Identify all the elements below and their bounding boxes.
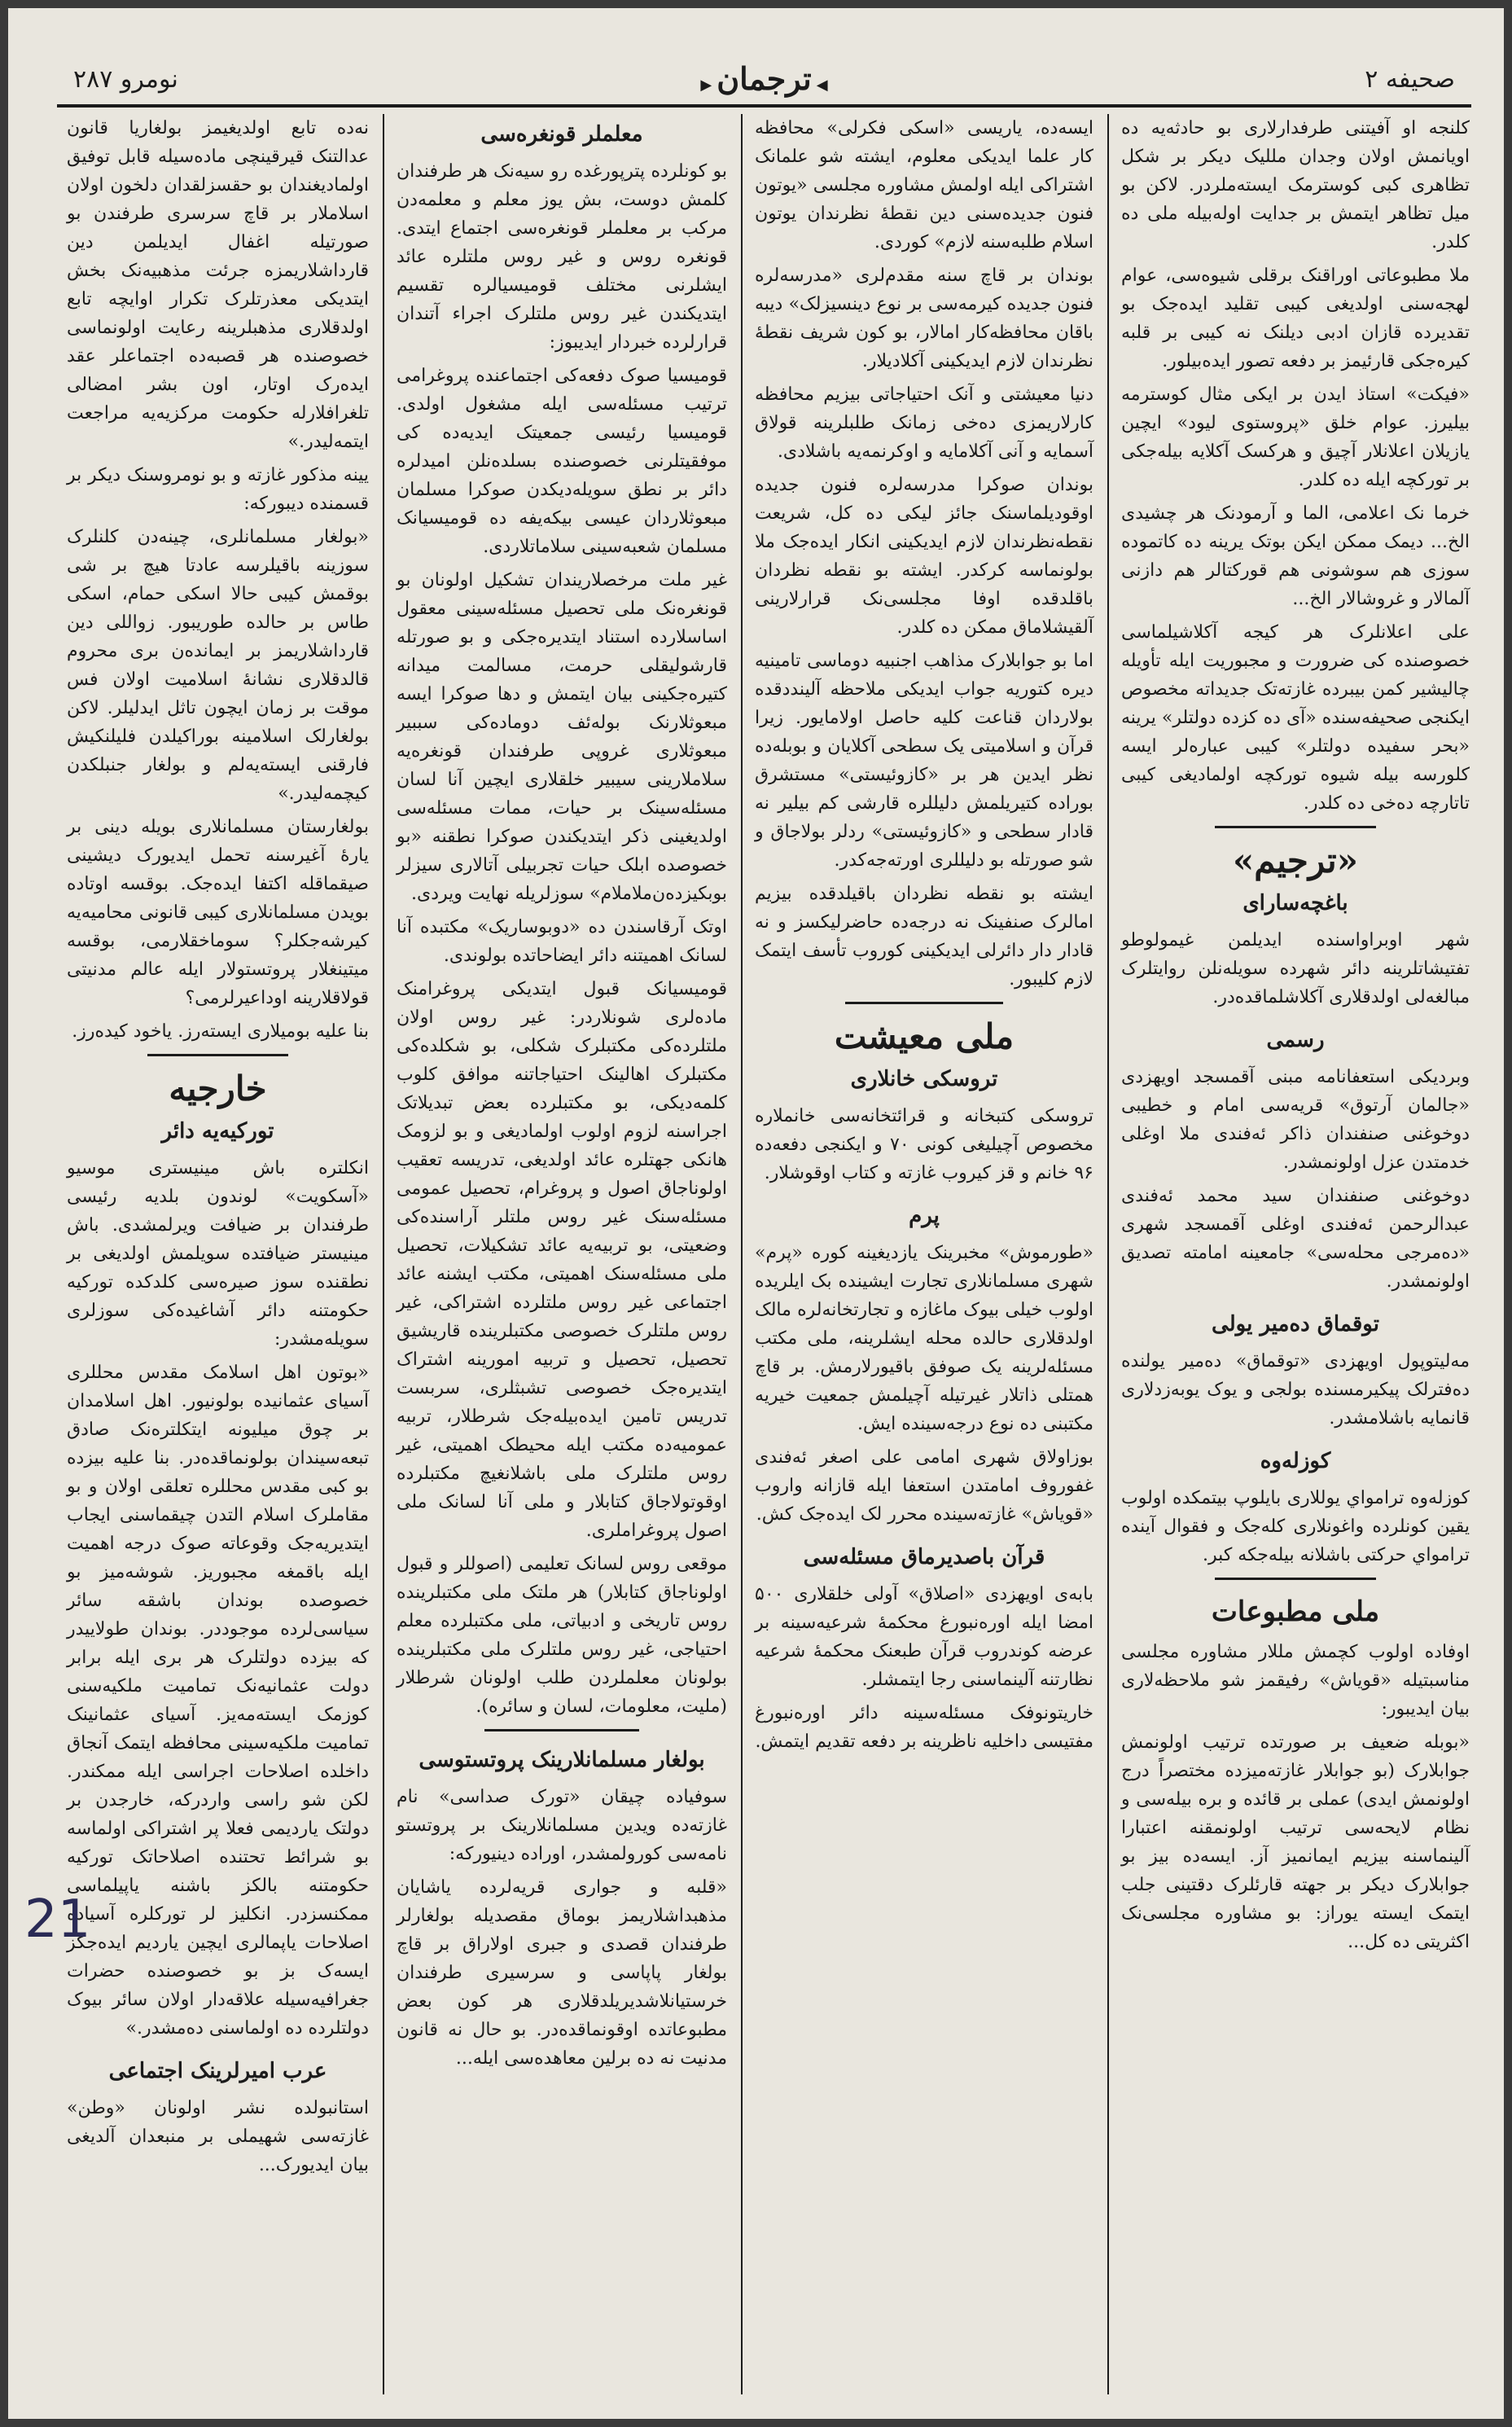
paragraph: دنیا معیشتی و آنک احتیاجاتی بیزیم محافظه کارلاریمزی ده‌خی زمانک طلبلرینه قولاق آسمایه و آنی آکلامایه و اوکرنمه‌یه باشلادی. <box>755 384 1093 462</box>
handwritten-margin-mark: 21 <box>24 1889 91 1950</box>
paragraph: بوندان صوکرا مدرسه‌لره فنون جدیده اوقودیلماسنک جائز لیکی ده کل، شریعت نقطه‌نظرندان لازم ایدیکینی انکار ایده‌جک ملا بولونماسه کرکدر. ایشته بو نقطه نظردان باقلدقده اوفا مجلسی‌نک قرارلارینی آلقیشلاماق ممکن ده کلدر. <box>755 475 1093 638</box>
article-title: کوزله‌وه <box>1260 1449 1331 1473</box>
paragraph: موقعی روس لسانک تعلیمی (اصوللر و قبول اولوناجاق کتابلار) هر ملتک ملی مکتبلرینده روس تاریخی و ادبیاتی، ملی مکتبلرده معلم احتیاجی، غیر روس ملتلرک ملی مکتبلرینده بولونان معلملردن طلب اولونان شرطلار (ملیت، معلومات، لسان و سائره). <box>397 1554 727 1717</box>
paragraph: «بوبله ضعیف بر صورتده ترتیب اولونمش جوابلارک (بو جوابلار غازته‌میزده مختصراً درج اولونمش ایدی) عملی بر قائده و بره بیله‌سی و نظام لایحه‌سی ترتیب اولونمقنه اعتبارا آلینماسنه بیزیم ایمانمیز آز. ایسه‌ده بیز بو جوابلارک دیکر بر جهته قارئلرک دقتینی جلب ایتمک ایسته یوراز: بو مشاوره مجلسی‌نک اکثریتی ده کل... <box>1121 1732 1470 1952</box>
paragraph: بنا علیه بومیلاری ایسته‌رز. یاخود کیده‌رز. <box>72 1021 369 1042</box>
paragraph: قومیسیا صوک دفعه‌کی اجتماعنده پروغرامی ترتیب مسئله‌سی ایله مشغول اولدی. قومیسیا رئیسی جمعیتک ایدیه‌ده کی موفقیتلرنی خصوصنده بسلده‌نلن امیدلره دائر بر نطق سویله‌دیکدن صوکرا مسلمان مبعوثلاردان عیسی بیکه‌یفه ده قومیسیانک مسلمان شعبه‌سینی سلاماتلاردی. <box>397 366 727 557</box>
column-separator <box>1107 114 1109 2394</box>
paragraph: انکلتره باش مینیستری موسیو «آسکویت» لوندون بلدیه رئیسی طرفندان بر ضیافت ویرلمشدی. باش مینیستر ضیافتده سویلمش اولدیغی بر نطقنده سوز صیره‌سی کلدکده تورکیه حکومتنه دائر آشاغیده‌کی سوزلری سویله‌مشدر: <box>67 1158 369 1350</box>
paragraph: دوخوغنی صنفندان سید محمد ئه‌فندی عبدالرحمن ئه‌فندی اوغلی آقمسجد شهری «ده‌مرجی محله‌سی» جامعینه امامته تصدیق اولونمشدر. <box>1121 1186 1470 1292</box>
article-title: تروسکی خانلاری <box>850 1067 998 1091</box>
paragraph: خرما نک اعلامی، الما و آرمودنک هر چشیدی الخ... دیمک ممکن ایکن بوتک یرینه ده کاتموده سوزی هم سوشونی هم قورکتالر هم دازنی آلمالار و غروشالار الخ... <box>1121 503 1470 609</box>
article-title: توقماق ده‌میر یولی <box>1212 1312 1379 1336</box>
paragraph: اما بو جوابلارک مذاهب اجنبیه دوماسی تامینیه دیره کتوریه جواب ایدیکی ملاحظه آلینددقده بولاردان قناعت کلیه حاصل اولامایور. زیرا قرآن و اسلامیتی یک سطحی آکلایان و بوبله‌ده نظر ایدین هر بر «کازوئیستی» مستشرق بوراده کتیریلمش دلیللره قارشی کم بیلیر نه قادار سطحی و «کازوئیستی» ردلر بولاجاق و شو صورتله بو دلیللری اورته‌جه‌کدر. <box>755 651 1093 871</box>
newspaper-page <box>8 8 1504 2419</box>
paragraph: خاریتونوفک مسئله‌سینه دائر اوره‌نبورغ مفتیسی داخلیه ناظرینه بر دفعه تقدیم ایتمش. <box>755 1703 1093 1752</box>
paragraph: غیر ملت مرخصلاریندان تشکیل اولونان بو قونغره‌نک ملی تحصیل مسئله‌سینی معقول اساسلارده استناد ایتدیره‌جکی و بو صورتله قارشولیقلی حرمت، مسالمت میدانه کتیره‌جکینی بیان ایتمش و دها صوکرا ایسه مبعوثلارنک بوله‌ئف دوماده‌کی سببیر مبعوثلاری غروپی طرفندان قونغره‌یه سلاملارینی سیبیر خلقلاری ایچین آنا لسان مسئله‌سینک بر حیات، ممات مسئله‌سی اولدیغینی ذکر ایتدیکندن صوکرا نطقنه «بو خصوصده ابلک حیات تجربیلی آتالاری سیزلر بوبکیزده‌ن‌ملاملام» سوزلریله نهایت ویردی. <box>397 570 727 904</box>
paragraph: «بولغار مسلمانلری، چینه‌دن کلنلرک سوزینه باقیلرسه عادتا هیچ بر شی بوقمش کیبی حالا اسکی حمام، اسکی طاس بر حالده طوریبور. زواللی دین قارداشلاریمز بر ایمانده‌ن بری محروم قالدقلاری نشانهٔ اسلامیت اولان فس موقت بر زمان ایچون تاثل ایدلیلر. لاکن بولغارلک اسلامینه بوراکیلدن فلیلنکیش فارقنی ایسته‌یه‌لم و بولغار جنبلکدن کیچمه‌لیدر.» <box>67 527 369 804</box>
paragraph: اوتک آرقاسندن ده «دوبوساریک» مکتبده آنا لسانک اهمیتنه دائر ایضاحاتده بولوندی. <box>397 917 727 966</box>
ornament-right-icon: ▶ <box>700 77 712 94</box>
column-2 <box>745 114 1103 2394</box>
paragraph: اوفاده اولوب کچمش مللار مشاوره مجلسی مناسبتیله «قویاش» رفیقمز شو ملاحظه‌لاری بیان ایدیبور: <box>1121 1642 1470 1719</box>
paragraph: نه‌ده تابع اولدیغیمز بولغاریا قانون عدالتنک قیرقینچی ماده‌سیله قابل توفیق اولمادیغندان بو حقسزلقدان دلخون اولان اسلاملار بر قاچ سرسری طرفندن بو صورتیله اغفال ایدیلمن دین قارداشلاریمزه جرئت مذهبیه‌نک بخش ایتدیکی معذرتلرک تکرار اوایچه تابع اولدقلاری مذهبلرینه رعایت اولونماسی خصوصنده هر قصبه‌ده اجتماعلر عقد ایده‌رک اوتار، اون بشر امضالی تلغرافلارله حکومت مرکزیه‌یه مراجعت ایتمه‌لیدر.» <box>67 118 369 452</box>
paragraph: سوفیاده چیقان «تورک صداسی» نام غازته‌ده ویدین مسلمانلارینک بر پروتستو نامه‌سی کورولمشدر، اوراده دینیورکه: <box>397 1787 727 1864</box>
paragraph: «بوتون اهل اسلامک مقدس محللری آسیای عثمانیده بولونیور. اهل اسلامدان بر چوق میلیونه ایتکلتره‌نک صادق تبعه‌سیندان بولونماقده‌در. بنا علیه بیزده بو کبی مقدس محللره تعلقی اولان و بو مقاملرک اسلام التدن چیقماسنی ایجاب ایتدیریه‌جک وقوعاته صوک درجه اهمیت ایله باقمغه مجبوریز. شوشه‌میز بو خصوصده بوندان باشقه سائر سیاسی‌لرده موجوددر. بوندان طولاییدر که بیزده دولتلرک هر بری ایله برابر دولت عثمانیه‌نک تمامیت ملکیه‌سنی کوزمک ایسته‌مه‌یز. آسیای عثمانینک تمامیت ملکیه‌سینی محافظه ایتمک آنجاق داخلده اصلاحات اجراسی ایله ممکندر. لکن شو راسی واردرکه، خارجدن بر دولتک یاردیمی فعلا پر اشتراکی اولماسه بو شرائط تحتنده اصلاحاتک تورکیه حکومتنه بالکز باشنه یاپیلماسی ممکنسزدر. انکلیز لر تورکلره آسیاده اصلاحات یاپمالری ایچین یاردیم ایده‌جکز ایسه‌ک بز بو خصوصنده حضرات جغرافیه‌سیله علاقه‌دار اولان سائر بیوک دولتلرده ده اولماسنی ده‌مشدر.» <box>67 1363 369 2039</box>
paragraph: بو کونلرده پترپورغده رو سیه‌نک هر طرفندان کلمش دوست، بش یوز معلم و معلمه‌دن مرکب بر معلملر قونغره‌سی اجتماع ایتدی. قونغره روس و غیر روس ملتلره عائد ایشلرنی مختلف قومیسیالره تقسیم ایتدیکندن غیر روس ملتلرک اجراء آتندان قرارلرده خبردار ایدیبوز: <box>397 161 727 353</box>
masthead-rule <box>57 104 1471 108</box>
article-title: قرآن باصدیرماق مسئله‌سی <box>803 1545 1045 1569</box>
paragraph: مه‌لیتوپول اویهزدی «توقماق» ده‌میر یولنده ده‌فترلک پیکیرمسنده بولجی و یوک یوبه‌زدلاری قانمایه باشلامشدر. <box>1121 1351 1470 1429</box>
paragraph: ملا مطبوعاتی اوراقنک برقلی شیوه‌سی، عوام لهجه‌سنی اولدیغی کیبی تقلید ایده‌جک بو تقدیرده قازان ادبی دیلنک نه کیبی بر قلبه کیره‌جکی قارئیمز بر دفعه تصور ایده‌بیلور. <box>1121 266 1470 371</box>
section-heading-national-life: ملی معیشت <box>834 1016 1015 1056</box>
article-title: معلملر قونغره‌سی <box>480 122 643 147</box>
section-heading-foreign: خارجیه <box>169 1069 267 1108</box>
article-title: پرم <box>909 1204 940 1228</box>
column-3 <box>387 114 737 2394</box>
paragraph: شهر اوبراواسنده ایدیلمن غیمولوطو تفتیشاتلرینه دائر شهرده سویله‌نلن روایتلرک مبالغه‌لی اولدقلاری آکلاشلماقده‌در. <box>1121 930 1470 1007</box>
page-number: صحیفه ۲ <box>1365 65 1455 94</box>
newspaper-title-text: ترجمان <box>717 60 812 97</box>
paragraph: وبردیکی استعفانامه مبنی آقمسجد اویهزدی «جالمان آرتوق» قریه‌سی امام و خطیبی دوخوغنی صنفندان ذاکر ئه‌فندی ملا اوغلی خدمتدن عزل اولونمشدر. <box>1121 1067 1470 1173</box>
paragraph: استانبولده نشر اولونان «وطن» غازته‌سی شهیملی بر منبعدان آلدیغی بیان ایدیورک... <box>67 2098 369 2175</box>
paragraph: بابه‌ی اویهزدی «اصلاق» آولی خلقلاری ۵۰۰ امضا ایله اوره‌نبورغ محکمهٔ شرعیه‌سینه بر عرضه کوندروب قرآن طبعنک محکمهٔ شرعیه نظارتنه آلینماسنی رجا ایتمشلر. <box>755 1584 1093 1690</box>
divider <box>1215 826 1377 828</box>
paragraph: بوندان بر قاچ سنه مقدم‌لری «مدرسه‌لره فنون جدیده کیرمه‌سی بر نوع دینسیزلک» دیبه باقان محافظه‌کار امالار، بو کون شریف نقطهٔ نظرندان لازم ایدیکینی آکلادیلار. <box>755 266 1093 371</box>
paragraph: ایسه‌ده، یاریسی «اسکی فکرلی» محافظه کار علما ایدیکی معلوم، ایشته شو علمانک اشتراکی ایله اولمش مشاوره مجلسی «یوتون فنون جدیده‌سنی دین نقطهٔ نظرندان یوتون اسلام طلبه‌سنه لازم» کوردی. <box>755 118 1093 252</box>
column-separator <box>741 114 743 2394</box>
article-title: رسمی <box>1266 1028 1325 1052</box>
paragraph: کلنجه او آفیتنی طرفدارلاری بو حادثه‌یه ده اویانمش اولان وجدان مللیک دیکر بر شکل تظاهری کبی کوسترمک ایسته‌ملردر. لاکن بو میل تظاهر ایتمش بر جدایت اوله‌بیله ملی ده کلدر. <box>1121 118 1470 252</box>
paragraph: «فیکت» استاذ ایدن بر ایکی مثال کوسترمه بیلیرز. عوام خلق «پروستوی لیود» ایچین یازیلان اعلانلار آچیق و هرکسک آکلایه بیله‌جکی بر تورکچه ایله ده کلدر. <box>1121 384 1470 490</box>
section-heading-press: ملی مطبوعات <box>1211 1595 1380 1628</box>
divider <box>484 1729 638 1731</box>
divider <box>147 1054 289 1056</box>
column-1 <box>1111 114 1479 2394</box>
paragraph: ایشته بو نقطه نظردان باقیلدقده بیزیم امالرک صنفینک نه درجه‌ده حاضرلیکسز و نه قادار دار دائرلی ایدیکینی کوروب تأسف ایتمک لازم کلیبور. <box>755 884 1093 990</box>
paragraph: علی اعلانلرک هر کیجه آکلاشیلماسی خصوصنده کی ضرورت و مجبوریت ایله تأویله چالیشیر کمن بیبرده غازته‌تک جدیداته مخصوص ایکنجی صحیفه‌سنده «آی ده کزده دولتلر» یرینه «بحر سفیده دولتلر» کیبی عباره‌لر ایسه‌ کلورسه بیله شیوه تورکچه اولمادیغی کیبی تاتارچه ده‌خی ده کلدر. <box>1121 622 1470 814</box>
section-heading-news: «ترجیم» <box>1233 840 1358 880</box>
paragraph: بولغارستان مسلمانلاری بویله دینی بر یارهٔ آغیرسنه تحمل ایدیورک دیشینی صیقماقله اکتفا ایده‌جک. بوقسه اوتاده بویدن مسلمانلاری کیبی قانونی محامیه‌یه کیرشه‌جکلر؟ سوماخقلارمی، بوقسه میتینغلار پروتستولار ایله عالم مدنیتی قولاقلارینه اوداعیرلرمی؟ <box>67 817 369 1008</box>
paragraph: قومیسیانک قبول ایتدیکی پروغرامنک ماده‌لری شونلاردر: غیر روس اولان ملتلرده‌کی مکتبلرک شکلی، بو شکلده‌کی مکتبلرک اهالینک احتیاجاتنه موافق کلوب کلمه‌دیکی، بو مکتبلرده بعض تبدیلاتک اجراسنه لزوم اولوب اولمادیغی و بو لزومک هانکی جهتلره عائد اولدیغی، تدریسه تعقیب اولوناجاق اصول و پروغرام، تحصیل عمومی مسئله‌سنک غیر روس ملتلر آراسنده‌کی وضعیتی، بو تربیه‌یه عائد تشکیلات، تحصیل ملی مسئله‌سنک اهمیتی، مکتب ایشنه عائد اجتماعی غیر روس ملتلرده اشتراکی، غیر روس ملتلرک خصوصی مکتبلرینده قاریشیق تحصیل، تحصیل و تربیه امورینه اشتراک ایتدیره‌جک خصوصی تشبثلری، سربست تدریس تامین ایده‌بیله‌جک شرطلار، تربیه عمومیه‌ده مکتب ایله محیطک اهمیتی، غیر روس ملتلرک ملی باشلانغیچ مکتبلرده اوقوتولاجاق کتابلار و ملی آنا لسانک ملی اصول پروغراملری. <box>397 979 727 1541</box>
article-title: باغچه‌سارای <box>1242 891 1348 915</box>
divider <box>1215 1578 1377 1580</box>
paragraph: «طورموش» مخبرینک یازدیغینه کوره «پرم» شهری مسلمانلاری تجارت ایشینده بک ایلریده اولوب خیلی بیوک ماغازه و تجارتخانه‌لره مالک اولدقلاری حالده محله ایشلرینه، ملی مکتب مسئله‌لرینه یک صوفق باقیورلارمش. بر قاچ همتلی ذاتلار غیرتیله آچیلمش جمعیت خیریه مکتبنی ده نوع درجه‌سینده ایش. <box>755 1243 1093 1434</box>
paragraph: کوزله‌وه ترامواي یوللاری بایلوپ بیتمکده اولوب یقین کونلرده واغونلاری کله‌جک و فقوال آینده ترامواي حرکتی باشلانه بیله‌جکه کبر. <box>1121 1488 1470 1565</box>
newspaper-title <box>700 60 827 97</box>
issue-number: نومرو ۲۸۷ <box>73 65 178 94</box>
paragraph: یینه مذکور غازته و بو نومروسنک دیکر بر قسمنده دیبورکه: <box>67 465 369 514</box>
article-title: تورکیه‌یه دائر <box>161 1119 274 1143</box>
column-separator <box>383 114 384 2394</box>
article-title: عرب امیرلرینک اجتماعی <box>108 2059 327 2083</box>
ornament-left-icon: ◀ <box>816 77 828 94</box>
divider <box>845 1002 1003 1004</box>
article-title: بولغار مسلمانلارینک پروتستوسی <box>419 1748 705 1772</box>
paragraph: تروسکی کتبخانه و قرائتخانه‌سی خانملاره مخصوص آچیلیغی کونی ۷۰ و ایکنجی دفعه‌ده ۹۶ خانم و قز کیروب غازته و کتاب اوقوشلار. <box>755 1106 1093 1183</box>
column-4 <box>57 114 379 2394</box>
masthead <box>57 57 1471 103</box>
paragraph: «قلبه و جواری قریه‌لرده یاشایان مذهبداشلاریمز بوماق مقصدیله بولغارلر طرفندان قصدی و جبری اولاراق بر قاچ بولغار پاپاسی و سرسیری طرفندان خرستیانلاشدیریلدقلاری هر کون بعض مطبوعاتده اوقونماقده‌در. بو حال نه قانون مدنیت نه ده برلین معاهده‌سی ایله... <box>397 1877 727 2069</box>
paragraph: بوزاولاق شهری امامی علی اصغر ئه‌فندی غفوروف امامتدن استعفا ایله قازانه واروب «قویاش» غازته‌سینده محرر لک ایده‌جک کش. <box>755 1447 1093 1525</box>
